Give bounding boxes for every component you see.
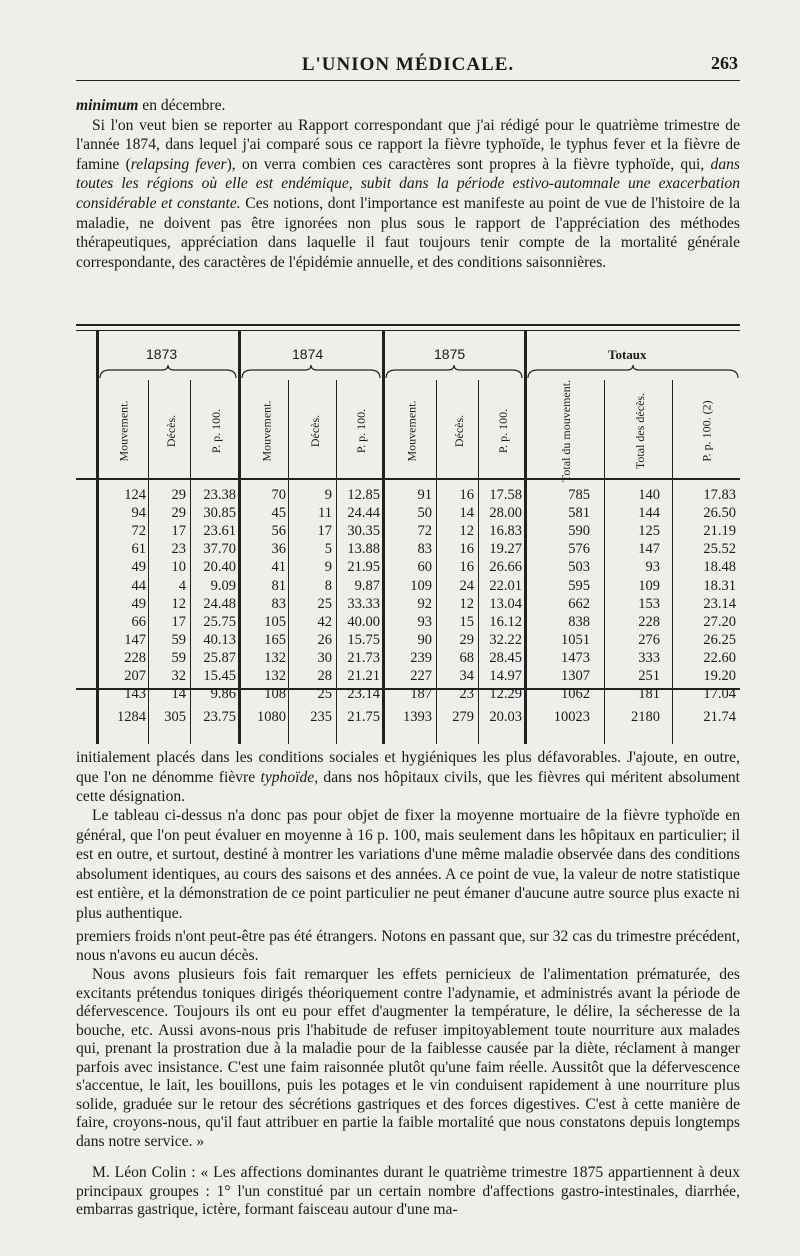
table-cell: 227 xyxy=(410,668,432,684)
table-cell: 17 xyxy=(171,523,186,540)
intro-text3: ), on verra combien ces caractères sont propres à la fièvre typhoïde, qui, xyxy=(226,155,711,173)
table-cell: 17 xyxy=(171,613,186,630)
table-cell: 576 xyxy=(568,541,590,558)
table-cell: 838 xyxy=(568,613,590,630)
table-cell: 25.87 xyxy=(203,649,236,666)
table-cell: 10 xyxy=(171,559,186,576)
table-cell: 15.75 xyxy=(347,631,380,648)
table-cell: 66 xyxy=(131,613,146,630)
totals-cell: 1393 xyxy=(403,709,432,725)
table-cell: 23.38 xyxy=(203,487,236,503)
intro-text2: Si l'on veut bien se reporter au Rapport correspondant que j'ai rédigé pour le quatrième trimestre de l'année 1874, dans lequel j'ai comparé sous ce rapport la fièvre typhoïde, le typhus fever et la fièvre de famine ( xyxy=(76,116,740,173)
table-cell: 81 xyxy=(271,577,286,594)
table-cell: 147 xyxy=(124,631,146,648)
table-cell: 23 xyxy=(459,686,474,703)
totals-cell: 1284 xyxy=(117,709,146,725)
table-cell: 25.75 xyxy=(203,613,236,630)
totals-cell: 2180 xyxy=(631,709,660,725)
table-cell: 93 xyxy=(645,559,660,576)
running-title: L'UNION MÉDICALE. xyxy=(301,54,515,75)
column-header-3 xyxy=(240,382,292,480)
table-cell: 132 xyxy=(264,668,286,684)
table-cell: 108 xyxy=(264,686,286,703)
table-cell: 228 xyxy=(638,613,660,630)
column-separator xyxy=(604,380,605,744)
column-header-text: P. p. 100. (2) xyxy=(700,400,714,462)
table-cell: 40.00 xyxy=(347,613,380,630)
table-cell: 785 xyxy=(568,487,590,503)
table-cell: 9.86 xyxy=(210,686,236,703)
after-paragraph-5 xyxy=(76,1164,740,1220)
table-cell: 36 xyxy=(271,541,286,558)
column-header-text: Décès. xyxy=(307,414,322,448)
table-cell: 91 xyxy=(417,487,432,503)
column-header-6 xyxy=(385,382,437,480)
column-header-text: P. p. 100. xyxy=(496,408,510,454)
table-cell: 17.58 xyxy=(489,487,522,503)
table-cell: 94 xyxy=(131,505,146,522)
table-cell: 19.20 xyxy=(703,668,736,684)
intro-text4: Ces notions, dont l'importance est manifeste au point de vue de l'histoire de la maladie, ne doivent pas être ignorées non plus sous le rapport de l'appréciation des méthodes thérapeutiques, appréciation dans laquelle il faut toujours tenir compte de la mortalité générale correspondante, des caractères de l'épidémie annuelle, et des conditions saisonnières. xyxy=(76,194,740,271)
column-header-text: Mouvement. xyxy=(116,400,130,462)
table-cell: 187 xyxy=(410,686,432,703)
table-cell: 44 xyxy=(131,577,146,594)
table-cell: 143 xyxy=(124,686,146,703)
table-cell: 72 xyxy=(417,523,432,540)
after-p1a: initialement placés dans les conditions sociales et hygiéniques les plus défavorables. J'ajoute, en outre, que l'on ne dénomme fièvre xyxy=(76,749,740,786)
group-brace xyxy=(98,364,238,380)
column-header-5 xyxy=(335,382,387,480)
table-cell: 109 xyxy=(410,577,432,594)
table-cell: 61 xyxy=(131,541,146,558)
table-cell: 165 xyxy=(264,631,286,648)
year-label-1875: 1875 xyxy=(434,346,466,362)
table-cell: 17.83 xyxy=(703,487,736,503)
table-cell: 93 xyxy=(417,613,432,630)
group-brace xyxy=(384,364,524,380)
table-cell: 45 xyxy=(271,505,286,522)
table-cell: 8 xyxy=(324,577,332,594)
table-cell: 109 xyxy=(638,577,660,594)
intro-text1: en décembre. xyxy=(138,97,226,114)
table-cell: 23.14 xyxy=(703,595,736,612)
table-cell: 32.22 xyxy=(489,631,522,648)
table-cell: 16 xyxy=(459,541,474,558)
table-cell: 72 xyxy=(131,523,146,540)
totals-cell: 10023 xyxy=(553,709,590,725)
table-cell: 41 xyxy=(271,559,286,576)
table-cell: 9.87 xyxy=(354,577,380,594)
table-cell: 90 xyxy=(417,631,432,648)
column-header-8 xyxy=(477,382,529,480)
table-cell: 12.85 xyxy=(347,487,380,503)
running-head xyxy=(76,52,740,81)
table-cell: 26.50 xyxy=(703,505,736,522)
table-cell: 59 xyxy=(171,631,186,648)
table-cell: 333 xyxy=(638,649,660,666)
after-p1b: dans nos hôpitaux civils, que les fièvres qui méritent absolument cette désignation. xyxy=(76,768,740,806)
table-cell: 92 xyxy=(417,595,432,612)
after-paragraph-2 xyxy=(76,806,740,924)
table-cell: 16.12 xyxy=(489,613,522,630)
table-cell: 30.85 xyxy=(203,505,236,522)
table-cell: 29 xyxy=(171,487,186,503)
table-cell: 16.83 xyxy=(489,523,522,540)
table-cell: 12 xyxy=(459,523,474,540)
totals-cell: 1080 xyxy=(257,709,286,725)
totals-cell: 23.75 xyxy=(203,709,236,725)
table-cell: 49 xyxy=(131,559,146,576)
table-cell: 239 xyxy=(410,649,432,666)
table-cell: 12 xyxy=(459,595,474,612)
table-cell: 70 xyxy=(271,487,286,503)
column-header-10 xyxy=(614,382,666,480)
column-header-text: Total du mouvement. xyxy=(559,379,574,483)
table-cell: 11 xyxy=(318,505,332,522)
intro-italic1: relapsing fever xyxy=(130,155,227,173)
table-top-rule-inner xyxy=(76,330,740,331)
table-cell: 276 xyxy=(638,631,660,648)
table-cell: 662 xyxy=(568,595,590,612)
table-cell: 228 xyxy=(124,649,146,666)
table-cell: 56 xyxy=(271,523,286,540)
table-cell: 33.33 xyxy=(347,595,380,612)
table-cell: 20.40 xyxy=(203,559,236,576)
group-brace xyxy=(526,364,740,380)
table-cell: 251 xyxy=(638,668,660,684)
table-cell: 68 xyxy=(459,649,474,666)
table-cell: 24.44 xyxy=(347,505,380,522)
mortality-table xyxy=(76,324,740,744)
table-cell: 9 xyxy=(324,559,332,576)
table-cell: 28.00 xyxy=(489,505,522,522)
table-cell: 29 xyxy=(459,631,474,648)
table-cell: 153 xyxy=(638,595,660,612)
table-cell: 28.45 xyxy=(489,649,522,666)
table-cell: 37.70 xyxy=(203,541,236,558)
table-top-rule xyxy=(76,324,740,326)
table-cell: 1051 xyxy=(561,631,590,648)
table-cell: 13.88 xyxy=(347,541,380,558)
table-cell: 25.52 xyxy=(703,541,736,558)
column-header-2 xyxy=(190,382,242,480)
page-number: 263 xyxy=(711,53,738,73)
table-cell: 17 xyxy=(317,523,332,540)
table-cell: 23.61 xyxy=(203,523,236,540)
table-cell: 125 xyxy=(638,523,660,540)
table-cell: 24.48 xyxy=(203,595,236,612)
table-cell: 26.25 xyxy=(703,631,736,648)
totals-cell: 235 xyxy=(310,709,332,725)
table-cell: 25 xyxy=(317,686,332,703)
after-p3: premiers froids n'ont peut-être pas été étrangers. Notons en passant que, sur 32 cas du trimestre précédent, nous n'avons eu aucun décès. xyxy=(76,928,740,964)
table-cell: 14.97 xyxy=(489,668,522,684)
column-separator xyxy=(672,380,673,744)
table-cell: 15.45 xyxy=(203,668,236,684)
totals-cell: 20.03 xyxy=(489,709,522,725)
table-cell: 105 xyxy=(264,613,286,630)
table-cell: 27.20 xyxy=(703,613,736,630)
table-cell: 50 xyxy=(417,505,432,522)
totals-cell: 279 xyxy=(452,709,474,725)
year-label-1874: 1874 xyxy=(292,346,324,362)
table-cell: 124 xyxy=(124,487,146,503)
table-cell: 207 xyxy=(124,668,146,684)
table-cell: 17.04 xyxy=(703,686,736,703)
table-cell: 581 xyxy=(568,505,590,522)
table-cell: 32 xyxy=(171,668,186,684)
table-cell: 4 xyxy=(178,577,186,594)
table-cell: 18.48 xyxy=(703,559,736,576)
table-cell: 23.14 xyxy=(347,686,380,703)
group-brace xyxy=(240,364,382,380)
table-cell: 30 xyxy=(317,649,332,666)
after-paragraph-4 xyxy=(76,966,740,1151)
table-cell: 14 xyxy=(171,686,186,703)
table-cell: 590 xyxy=(568,523,590,540)
table-cell: 132 xyxy=(264,649,286,666)
after-p1-italic: typhoïde, xyxy=(260,768,319,786)
totals-cell: 21.75 xyxy=(347,709,380,725)
table-cell: 42 xyxy=(317,613,332,630)
column-header-4 xyxy=(289,382,341,480)
table-cell: 49 xyxy=(131,595,146,612)
table-cell: 14 xyxy=(459,505,474,522)
column-header-text: P. p. 100. xyxy=(209,408,223,454)
table-cell: 9 xyxy=(324,487,332,503)
table-cell: 147 xyxy=(638,541,660,558)
table-cell: 16 xyxy=(459,487,474,503)
table-cell: 22.60 xyxy=(703,649,736,666)
table-cell: 26 xyxy=(317,631,332,648)
table-cell: 13.04 xyxy=(489,595,522,612)
table-cell: 26.66 xyxy=(489,559,522,576)
table-cell: 60 xyxy=(417,559,432,576)
table-cell: 21.19 xyxy=(703,523,736,540)
table-cell: 12 xyxy=(171,595,186,612)
column-header-text: P. p. 100. xyxy=(354,408,368,454)
table-cell: 21.95 xyxy=(347,559,380,576)
table-cell: 29 xyxy=(171,505,186,522)
table-cell: 144 xyxy=(638,505,660,522)
after-p5: M. Léon Colin : « Les affections dominantes durant le quatrième trimestre 1875 appartiennent à deux principaux groupes : 1° l'un constitué par un certain nombre d'affections gastro-intestinales, diarrhée, embarras gastrique, ictère, formant faisceau autour d'une ma- xyxy=(76,1164,740,1218)
column-header-9 xyxy=(540,379,592,483)
table-cell: 30.35 xyxy=(347,523,380,540)
table-cell: 16 xyxy=(459,559,474,576)
column-header-text: Mouvement. xyxy=(404,400,418,462)
column-header-text: Décès. xyxy=(451,414,466,448)
table-cell: 15 xyxy=(459,613,474,630)
table-cell: 595 xyxy=(568,577,590,594)
totals-label: Totaux xyxy=(608,347,647,362)
after-paragraph-1 xyxy=(76,748,740,807)
after-p2: Le tableau ci-dessus n'a donc pas pour objet de fixer la moyenne mortuaire de la fièvre typhoïde en général, que l'on peut évaluer en moyenne à 16 p. 100, mais seulement dans les hôpitaux en particulier; il est en outre, et surtout, destiné à montrer les variations d'une même maladie observée dans des conditions absolument identiques, au cours des saisons et des années. A ce point de vue, la valeur de notre statistique est entière, et la démonstration de ce point particulier ne peut émaner d'aucune autre source plus exacte ni plus authentique. xyxy=(76,807,740,922)
table-cell: 5 xyxy=(324,541,332,558)
after-p4: Nous avons plusieurs fois fait remarquer les effets pernicieux de l'alimentation prématurée, des excitants prétendus toniques dirigés théoriquement contre l'adynamie, et administrés avant la période de défervescence. Toujours ils ont eu pour effet d'augmenter la température, le délire, la sécheresse de la bouche, etc. Aussi avons-nous pris l'habitude de refuser impitoyablement toute nourriture aux malades qui, prenant la prostration due à la maladie pour de la faiblesse causée par la diète, réclament à manger parfois avec insistance. C'est une faim raisonnée plutôt qu'une faim réelle. Aussitôt que la défervescence s'accentue, le lait, les bouillons, puis les potages et le vin conduisent rapidement à une nourriture plus solide, graduée sur le retour des sécrétions gastriques et des forces digestives. C'est à cette manière de faire, croyons-nous, qu'il faut attribuer en partie la faible mortalité que nous constatons depuis longtemps dans notre service. » xyxy=(76,966,740,1150)
intro-paragraph xyxy=(76,96,740,272)
table-cell: 34 xyxy=(459,668,474,684)
intro-lead: minimum xyxy=(76,97,139,114)
after-paragraph-3 xyxy=(76,928,740,965)
year-label-1873: 1873 xyxy=(146,346,178,362)
table-cell: 19.27 xyxy=(489,541,522,558)
table-cell: 59 xyxy=(171,649,186,666)
table-cell: 25 xyxy=(317,595,332,612)
table-cell: 18.31 xyxy=(703,577,736,594)
column-header-text: Total des décès. xyxy=(633,392,648,470)
table-cell: 9.09 xyxy=(210,577,236,594)
table-cell: 83 xyxy=(271,595,286,612)
column-header-text: Mouvement. xyxy=(259,400,273,462)
table-cell: 12.29 xyxy=(489,686,522,703)
table-cell: 40.13 xyxy=(203,631,236,648)
table-cell: 1307 xyxy=(561,668,590,684)
table-cell: 23 xyxy=(171,541,186,558)
intro-italic2: dans toutes les régions où elle est endémique, subit dans la période estivo-automnale une exacerbation considérable et constante. xyxy=(76,155,740,212)
table-cell: 28 xyxy=(317,668,332,684)
column-header-text: Décès. xyxy=(163,414,178,448)
column-header-0 xyxy=(97,382,149,480)
table-cell: 21.73 xyxy=(347,649,380,666)
totals-cell: 305 xyxy=(164,709,186,725)
totals-cell: 21.74 xyxy=(703,709,736,725)
table-cell: 1062 xyxy=(561,686,590,703)
column-header-11 xyxy=(681,382,733,480)
table-cell: 22.01 xyxy=(489,577,522,594)
table-cell: 140 xyxy=(638,487,660,503)
table-cell: 503 xyxy=(568,559,590,576)
table-cell: 181 xyxy=(638,686,660,703)
table-cell: 21.21 xyxy=(347,668,380,684)
table-cell: 24 xyxy=(459,577,474,594)
table-cell: 83 xyxy=(417,541,432,558)
table-cell: 1473 xyxy=(561,649,590,666)
